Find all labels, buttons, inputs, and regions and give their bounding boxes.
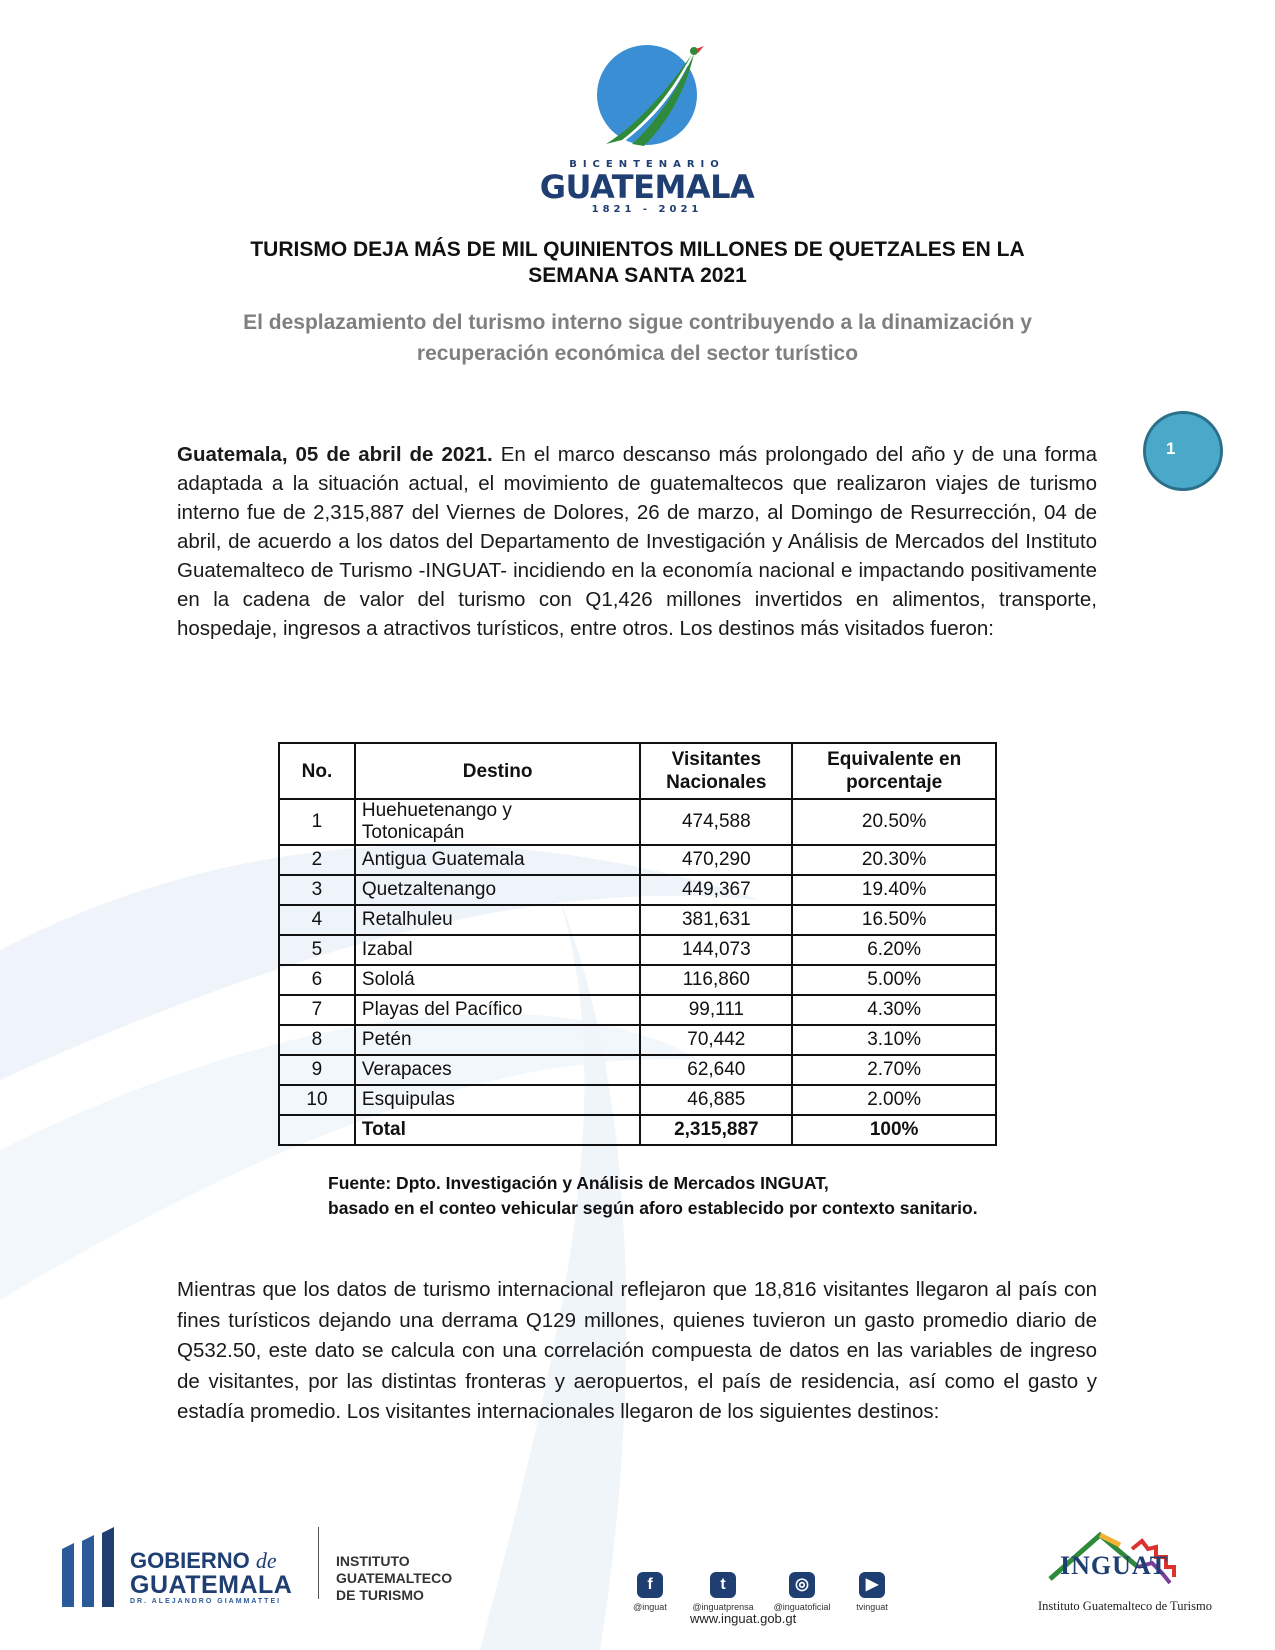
cell-visitantes: 62,640 <box>640 1055 792 1085</box>
youtube-handle: tvinguat <box>856 1602 888 1612</box>
website-link[interactable]: www.inguat.gob.gt <box>690 1611 797 1626</box>
social-youtube[interactable] <box>832 1572 912 1612</box>
table-row <box>279 965 996 995</box>
title-line-2: SEMANA SANTA 2021 <box>528 264 747 287</box>
cell-destino: Quetzaltenango <box>355 875 641 905</box>
page-number: 1 <box>1166 439 1176 458</box>
table-row <box>279 1085 996 1115</box>
header-porcentaje-l2: porcentaje <box>846 772 943 793</box>
header-visitantes-l2: Nacionales <box>666 772 767 793</box>
cell-porcentaje: 16.50% <box>792 905 996 935</box>
cell-porcentaje: 2.00% <box>792 1085 996 1115</box>
cell-visitantes: 46,885 <box>640 1085 792 1115</box>
cell-visitantes: 470,290 <box>640 845 792 875</box>
total-visitantes: 2,315,887 <box>640 1115 792 1145</box>
gobierno-line-2: GUATEMALA <box>130 1571 293 1599</box>
cell-visitantes: 474,588 <box>640 799 792 845</box>
table-row <box>279 799 996 845</box>
gobierno-bars-icon <box>60 1527 120 1607</box>
cell-destino <box>355 799 641 845</box>
cell-porcentaje: 5.00% <box>792 965 996 995</box>
cell-visitantes: 449,367 <box>640 875 792 905</box>
table-source <box>328 1171 978 1221</box>
cell-destino-l2: Totonicapán <box>361 822 465 843</box>
international-paragraph: Mientras que los datos de turismo internacional reflejaron que 18,816 visitantes llegaron al país con fines turísticos dejando una derrama Q129 millones, quienes tuvieron un gasto promedio diario de Q532.50, este dato se calcula con una correlación compuesta de datos en las variables de ingreso de visitantes, por las distintas fronteras y aeropuertos, el país de residencia, así como el gasto y estadía promedio. Los visitantes internacionales llegaron de los siguientes destinos: <box>177 1278 1097 1423</box>
twitter-handle: @inguatprensa <box>692 1602 754 1612</box>
gobierno-line-1 <box>130 1549 292 1573</box>
cell-destino: Izabal <box>355 935 641 965</box>
cell-destino: Sololá <box>355 965 641 995</box>
twitter-icon: t <box>710 1572 736 1598</box>
cell-porcentaje: 19.40% <box>792 875 996 905</box>
logo-years-text: 1821 - 2021 <box>591 204 703 215</box>
source-line-1: Fuente: Dpto. Investigación y Análisis de Mercados INGUAT, <box>328 1173 829 1193</box>
dateline: Guatemala, 05 de abril de 2021. <box>177 443 493 466</box>
cell-destino: Petén <box>355 1025 641 1055</box>
social-facebook[interactable] <box>610 1572 690 1612</box>
cell-no: 8 <box>279 1025 355 1055</box>
cell-visitantes: 144,073 <box>640 935 792 965</box>
cell-porcentaje: 6.20% <box>792 935 996 965</box>
table-row <box>279 1055 996 1085</box>
footer-divider <box>318 1527 319 1599</box>
cell-porcentaje: 2.70% <box>792 1055 996 1085</box>
page-title <box>180 237 1095 289</box>
inguat-wordmark: INGUAT <box>1060 1551 1169 1580</box>
cell-visitantes: 116,860 <box>640 965 792 995</box>
table-row <box>279 905 996 935</box>
cell-destino: Retalhuleu <box>355 905 641 935</box>
cell-visitantes: 99,111 <box>640 995 792 1025</box>
title-line-1: TURISMO DEJA MÁS DE MIL QUINIENTOS MILLONES DE QUETZALES EN LA <box>250 238 1025 261</box>
instituto-text <box>336 1553 452 1604</box>
cell-no: 1 <box>279 799 355 845</box>
cell-no-empty <box>279 1115 355 1145</box>
cell-destino-l1: Huehuetenango y <box>361 800 512 821</box>
cell-visitantes: 70,442 <box>640 1025 792 1055</box>
table-header-row <box>279 743 996 799</box>
cell-destino: Verapaces <box>355 1055 641 1085</box>
facebook-handle: @inguat <box>633 1602 667 1612</box>
header-visitantes <box>640 743 792 799</box>
intro-body: En el marco descanso más prolongado del año y de una forma adaptada a la situación actual, el movimiento de guatemaltecos que realizaron viajes de turismo interno fue de 2,315,887 del Viernes de Dolores, 26 de marzo, al Domingo de Resurrección, 04 de abril, de acuerdo a los datos del Departamento de Investigación y Análisis de Mercados del Instituto Guatemalteco de Turismo -INGUAT- incidiendo en la economía nacional e impactando positivamente en la cadena de valor del turismo con Q1,426 millones invertidos en alimentos, transporte, hospedaje, ingresos a atractivos turísticos, entre otros. Los destinos más visitados fueron: <box>177 443 1097 640</box>
total-porcentaje: 100% <box>792 1115 996 1145</box>
table-row <box>279 935 996 965</box>
inguat-logo <box>1020 1527 1230 1617</box>
cell-no: 6 <box>279 965 355 995</box>
instituto-line-1: INSTITUTO <box>336 1553 410 1569</box>
total-label: Total <box>355 1115 641 1145</box>
social-twitter[interactable] <box>683 1572 763 1612</box>
cell-no: 7 <box>279 995 355 1025</box>
gobierno-de: de <box>255 1548 277 1573</box>
table-row <box>279 875 996 905</box>
intro-paragraph <box>177 440 1097 643</box>
cell-no: 9 <box>279 1055 355 1085</box>
gobierno-line-3: DR. ALEJANDRO GIAMMATTEI <box>130 1598 282 1605</box>
gobierno-text <box>130 1549 292 1605</box>
instituto-line-3: DE TURISMO <box>336 1587 424 1603</box>
inguat-subtitle: Instituto Guatemalteco de Turismo <box>1038 1599 1212 1613</box>
header-visitantes-l1: Visitantes <box>671 749 762 770</box>
cell-porcentaje: 3.10% <box>792 1025 996 1055</box>
destinations-table <box>278 742 997 1146</box>
cell-porcentaje: 20.50% <box>792 799 996 845</box>
cell-visitantes: 381,631 <box>640 905 792 935</box>
subtitle-line-1: El desplazamiento del turismo interno sigue contribuyendo a la dinamización y <box>243 311 1032 334</box>
header-no: No. <box>279 743 355 799</box>
subtitle-line-2: recuperación económica del sector turístico <box>416 342 859 365</box>
cell-no: 4 <box>279 905 355 935</box>
cell-no: 3 <box>279 875 355 905</box>
header-destino: Destino <box>355 743 641 799</box>
cell-porcentaje: 4.30% <box>792 995 996 1025</box>
header-porcentaje-l1: Equivalente en <box>827 749 962 770</box>
table-total-row <box>279 1115 996 1145</box>
cell-porcentaje: 20.30% <box>792 845 996 875</box>
page-number-badge <box>1143 411 1223 491</box>
logo-bicentenario-text: BICENTENARIO <box>569 159 725 170</box>
bicentenario-logo <box>537 40 757 230</box>
instagram-handle: @inguatoficial <box>773 1602 831 1612</box>
cell-destino: Playas del Pacífico <box>355 995 641 1025</box>
instagram-icon: ◎ <box>789 1572 815 1598</box>
quetzal-emblem-icon <box>582 40 712 155</box>
gobierno-word: GOBIERNO <box>130 1548 250 1573</box>
source-line-2: basado en el conteo vehicular según aforo establecido por contexto sanitario. <box>328 1198 978 1218</box>
table-row <box>279 1025 996 1055</box>
page-subtitle <box>180 307 1095 369</box>
youtube-icon: ▶ <box>859 1572 885 1598</box>
header-porcentaje <box>792 743 996 799</box>
table-row <box>279 845 996 875</box>
cell-destino: Antigua Guatemala <box>355 845 641 875</box>
cell-no: 10 <box>279 1085 355 1115</box>
cell-no: 5 <box>279 935 355 965</box>
facebook-icon: f <box>637 1572 663 1598</box>
cell-destino: Esquipulas <box>355 1085 641 1115</box>
logo-guatemala-text: GUATEMALA <box>539 168 755 206</box>
table-row <box>279 995 996 1025</box>
social-instagram[interactable] <box>762 1572 842 1612</box>
cell-no: 2 <box>279 845 355 875</box>
instituto-line-2: GUATEMALTECO <box>336 1570 453 1586</box>
